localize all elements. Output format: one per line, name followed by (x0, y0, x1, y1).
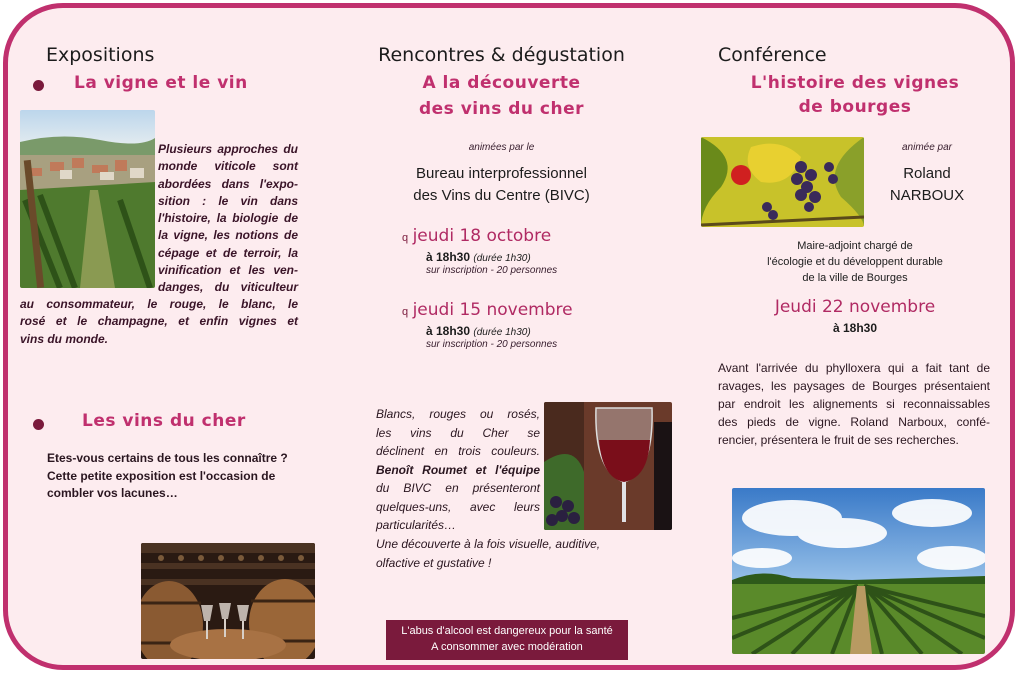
health-warning-notice: L'abus d'alcool est dangereux pour la santé A consommer avec modération (386, 620, 628, 660)
conference-time: à 18h30 (832, 321, 878, 335)
session-1-duration: (durée 1h30) (473, 253, 531, 264)
expo-vins-cher-title: Les vins du cher (82, 411, 246, 431)
session-2-note: sur inscription - 20 personnes (426, 339, 558, 350)
vineyard-village-photo (20, 110, 155, 288)
session-2-date: jeudi 15 novembre (412, 300, 573, 320)
animated-by-label: animée par (901, 142, 953, 153)
speaker-role: Maire-adjoint chargé de l'écologie et du développent durable de la ville de Bourges (767, 240, 943, 284)
conference-description: Avant l'arrivée du phylloxera qui a fait tant de ravages, les paysages de Bourges présentaient par endroit les alignements si reconnaissables des pieds de vigne. Roland Narboux, confé- rencier, présentera le fruit de ses recherches. (718, 361, 990, 447)
expo-vins-cher-text: Etes-vous certains de tous les connaître ? Cette petite exposition est l'occasion de combler vos lacunes… (47, 451, 288, 500)
organizer-name: Bureau interprofessionnel des Vins du Centre (BIVC) (413, 165, 590, 204)
wine-barrels-photo (141, 543, 315, 659)
rencontres-subtitle-1: A la découverte (422, 73, 581, 93)
conference-heading: Conférence (718, 44, 827, 66)
session-1-time: à 18h30 (426, 250, 471, 264)
bullet-icon (33, 419, 44, 430)
session-1-note: sur inscription - 20 personnes (426, 265, 558, 276)
conference-subtitle-1: L'histoire des vignes (750, 73, 960, 93)
session-2 (402, 300, 682, 350)
animated-by-label: animées par le (468, 142, 535, 153)
vineyard-landscape-photo (732, 488, 985, 654)
expositions-heading: Expositions (46, 44, 155, 66)
expo-vigne-vin-text-bottom: au consommateur, le rouge, le blanc, le rosé et le champagne, et enfin vignes et vins du monde. (20, 297, 298, 346)
rencontres-heading: Rencontres & dégustation (378, 44, 625, 66)
wine-glass-photo (544, 402, 672, 530)
tasting-text-top: Blancs, rouges ou rosés, les vins du Cher se déclinent en trois couleurs. Benoît Roumet et l'équipe du BIVC en présenteront quelques-uns, avec leurs particularités… (376, 407, 540, 532)
square-bullet-icon: q (402, 306, 409, 318)
session-1-date: jeudi 18 octobre (412, 226, 552, 246)
expo-vigne-vin-text-top: Plusieurs approches du monde viticole sont abordées dans l'expo- sition : le vin dans l'histoire, la biologie de la vigne, les notions de cépage et de terroir, la vinification et les ven- danges, du viticulteur (158, 142, 298, 295)
bullet-icon (33, 80, 44, 91)
speaker-name: Roland NARBOUX (889, 165, 965, 204)
rencontres-subtitle-2: des vins du cher (418, 99, 585, 119)
conference-subtitle-2: de bourges (798, 97, 912, 117)
session-2-duration: (durée 1h30) (473, 327, 531, 338)
grapes-photo (701, 137, 864, 227)
expo-vigne-vin-title: La vigne et le vin (74, 73, 248, 93)
session-2-time: à 18h30 (426, 324, 471, 338)
session-1 (402, 226, 682, 276)
conference-date: Jeudi 22 novembre (774, 297, 936, 317)
tasting-text-bottom: Une découverte à la fois visuelle, auditive, olfactive et gustative ! (376, 537, 601, 570)
square-bullet-icon: q (402, 232, 409, 244)
